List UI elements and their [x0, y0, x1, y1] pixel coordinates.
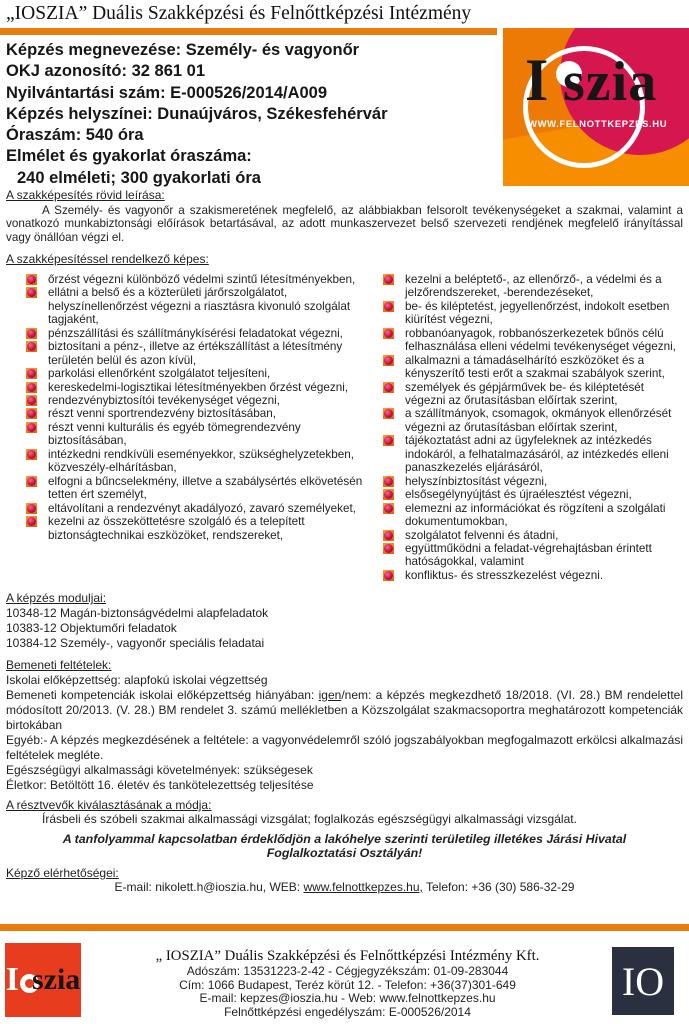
website-link[interactable]: www.felnottkepzes.hu, [303, 879, 423, 894]
contact-email-text: E-mail: nikolett.h@ioszia.hu, WEB: [114, 879, 304, 894]
bullet-icon [26, 274, 37, 285]
capability-text: személyek és gépjárművek be- és kiléptetését végezni az őrutasításban előírtak szerint, [405, 380, 645, 407]
capability-item [383, 542, 683, 569]
capability-item [383, 569, 683, 582]
capability-item [26, 448, 380, 475]
bullet-icon [26, 328, 37, 339]
bullet-icon [383, 489, 394, 500]
capability-text: elfogni a bűncselekmény, illetve a szabálysértés elkövetésén tetten ért személyt, [48, 474, 363, 502]
logo-website-text: WWW.FELNOTTKEPZES.HU [528, 119, 668, 130]
capability-text: kezelni a beléptető-, az ellenőrző-, a védelmi és a jelzőrendszereket, -berendezéseket, [405, 272, 662, 300]
capability-text: rendezvénybiztosítói tevékenységet végezni, [48, 393, 280, 407]
capability-item [383, 354, 683, 381]
capability-item [26, 407, 380, 420]
capability-text: elemezni az információkat és rögzíteni a szolgálati dokumentumokban, [405, 501, 666, 529]
capability-item [26, 327, 380, 340]
bullet-icon [383, 503, 394, 514]
capability-item [26, 421, 380, 448]
okj-id-line: OKJ azonosító: 32 861 01 [6, 62, 205, 81]
capability-item [26, 394, 380, 407]
module-item: 10383-12 Objektumőri feladatok [6, 620, 177, 635]
bullet-icon [383, 530, 394, 541]
capability-text: helyszínbiztosítást végezni, [405, 474, 548, 488]
logo-letters-szia: szia [563, 51, 658, 113]
capability-item [26, 502, 380, 515]
capability-text: elsősegélynyújtást és újraélesztést végezni, [405, 488, 632, 502]
health-requirements-line: Egészségügyi alkalmassági követelmények: szükségesek [6, 763, 313, 778]
capability-text: be- és kiléptetést, jegyellenőrzést, indokolt esetben kiürítést végezni, [405, 299, 670, 327]
competencies-rest: /nem: a képzés megkezdhető 18/2018. (VI. 28.) BM rendelettel módosított 20/2013. (V. 28.) BM rendelet 3. számú mellékletben a Közszolgálat szakmacsoportra meghatározott kompetenciák birtokában [6, 688, 683, 733]
bullet-icon [383, 408, 394, 419]
capability-item [26, 340, 380, 367]
capability-text: pénzszállítási és szállítmánykísérési feladatokat végezni, [48, 326, 343, 340]
entry-requirements-heading: Bemeneti feltételek: [6, 658, 112, 673]
selection-body: Írásbeli és szóbeli szakmai alkalmassági vizsgálat; foglalkozás egészségügyi alkalmassági vizsgálat. [42, 812, 577, 827]
module-item: 10384-12 Személy-, vagyonőr speciális feladatai [6, 635, 265, 650]
capability-text: eltávolítani a rendezvényt akadályozó, zavaró személyeket, [48, 501, 356, 515]
bullet-icon [383, 435, 394, 446]
bullet-icon [383, 476, 394, 487]
bullet-icon [26, 503, 37, 514]
contact-phone-text: Telefon: +36 (30) 586-32-29 [422, 879, 575, 894]
selection-section [6, 798, 683, 827]
footer-divider [0, 924, 689, 931]
capability-text: ellátni a belső és a közterületi járőrszolgálatot, helyszínellenőrzést végezni a riasztásra kivonuló szolgálat tagjaként, [48, 286, 351, 327]
capability-text: alkalmazni a támadáselhárító eszközöket és a kényszerítő testi erőt a szakmai szabályok szerint, [405, 353, 665, 381]
capability-item [26, 475, 380, 502]
bullet-icon [26, 341, 37, 352]
contact-section [6, 866, 683, 895]
capability-text: tájékoztatást adni az ügyfeleknek az intézkedés indokáról, a felhatalmazásáról, az intézkedés elleni panaszkezelés eljárásáról, [405, 434, 669, 475]
capability-item [26, 273, 380, 286]
page-title: „IOSZIA” Duális Szakképzési és Felnőttképzési Intézmény [6, 3, 472, 24]
contact-heading: Képző elérhetőségei: [6, 865, 119, 880]
footer-ioszia-logo [5, 943, 81, 1017]
module-item: 10348-12 Magán-biztonságvédelmi alapfeladatok [6, 606, 269, 621]
entry-requirements-section [6, 658, 683, 793]
capability-item [383, 381, 683, 408]
footer-license-line: Felnőttképzési engedélyszám: E-000526/2014 [224, 1004, 471, 1019]
footer-address-line: Cím: 1066 Budapest, Teréz körút 12. - Telefon: +36(37)301-649 [179, 977, 516, 992]
main-content [6, 188, 683, 895]
modules-heading: A képzés moduljai: [6, 591, 107, 606]
locations-line: Képzés helyszínei: Dunaújváros, Székesfehérvár [6, 104, 388, 123]
bullet-icon [383, 543, 394, 554]
course-name-line: Képzés megnevezése: Személy- és vagyonőr [6, 41, 360, 59]
bullet-icon [26, 516, 37, 527]
footer-text-block [100, 948, 595, 1019]
logo-letter-i: I [525, 47, 549, 113]
bullet-icon [26, 408, 37, 419]
capability-item [26, 515, 380, 542]
bullet-icon [383, 274, 394, 285]
inquiry-notice: A tanfolyammal kapcsolatban érdeklődjön a lakóhelye szerinti területileg illetékes Járási Hivatal Foglalkoztatási Osztályán! [62, 832, 627, 860]
capability-text: részt venni kulturális és egyéb tömegrendezvény biztosításában, [48, 420, 301, 448]
capability-text: őrzést végezni különböző védelmi szintű létesítményekben, [48, 272, 356, 286]
header-divider [0, 28, 497, 35]
capability-text: biztosítani a pénz-, illetve az értékszállítást a létesítmény területén belül és azon kívül, [48, 340, 343, 367]
competencies-yes: igen [318, 688, 342, 703]
selection-heading: A résztvevők kiválasztásának a módja: [6, 798, 212, 813]
bullet-icon [383, 355, 394, 366]
capability-item [383, 434, 683, 474]
other-conditions-line: Egyéb:- A képzés megkezdésének a feltétele: a vagyonvédelemről szóló jogszabályokban megfogalmazott erkölcsi alkalmazási feltételek megléte. [6, 733, 683, 763]
ioszia-logo [503, 28, 689, 186]
capability-item [26, 367, 380, 380]
short-description-paragraph: A Személy- és vagyonőr a szakismeretének megfelelő, az alábbiakban felsorolt tevékenységeket a szakmai, valamint a vonatkozó munkabiztonsági előírások betartásával, az adott munkaszervezet belső szervezeti rendjének megfelelő irányítással vagy önállóan végzi el. [6, 204, 683, 244]
capability-text: kereskedelmi-logisztikai létesítményekben őrzést végezni, [48, 380, 349, 394]
hours-line: Óraszám: 540 óra [6, 126, 144, 145]
bullet-icon [383, 301, 394, 312]
capability-item [383, 327, 683, 354]
footer-email-web-line: E-mail: kepzes@ioszia.hu - Web: www.felnottkepzes.hu [199, 991, 496, 1006]
capability-text: robbanóanyagok, robbanószerkezetek bűnös célú felhasználása elleni védelmi tevékenységet végezni, [405, 326, 676, 354]
bullet-icon [26, 395, 37, 406]
bullet-icon [26, 476, 37, 487]
bullet-icon [26, 382, 37, 393]
registration-number-line: Nyilvántartási szám: E-000526/2014/A009 [6, 83, 328, 102]
capability-item [383, 529, 683, 542]
capability-text: részt venni sportrendezvény biztosításában, [48, 407, 277, 421]
capability-text: intézkedni rendkívüli eseményekkor, szükséghelyzetekben, közveszély-elhárításban, [48, 447, 354, 475]
capability-text: parkolási ellenőrként szolgálatot teljesíteni, [48, 367, 271, 381]
capability-item [383, 502, 683, 529]
capability-item [383, 407, 683, 434]
bullet-icon [26, 422, 37, 433]
footer-io-logo: IO [612, 947, 674, 1015]
theory-practice-hours-line: 240 elméleti; 300 gyakorlati óra [17, 168, 261, 187]
theory-practice-label-line: Elmélet és gyakorlat óraszáma: [6, 147, 252, 166]
capabilities-columns [6, 273, 683, 582]
competencies-line [6, 688, 683, 733]
bullet-icon [26, 368, 37, 379]
capability-text: konfliktus- és stresszkezelést végezni. [405, 568, 604, 582]
capability-text: kezelni az összeköttetésre szolgáló és a telepített biztonságtechnikai eszközöket, rendszereket, [48, 515, 305, 542]
capability-text: szolgálatot felvenni és átadni, [405, 528, 559, 542]
capabilities-left-column [26, 273, 380, 582]
footer-company-name: „ IOSZIA” Duális Szakképzési és Felnőttképzési Intézmény Kft. [155, 948, 540, 964]
capability-item [26, 381, 380, 394]
bullet-icon [26, 287, 37, 298]
capability-item [383, 300, 683, 327]
contact-line [6, 880, 683, 895]
capability-text: együttműködni a feladat-végrehajtásban érintett hatóságokkal, valamint [405, 541, 652, 569]
capabilities-right-column [383, 273, 683, 582]
capability-item [383, 475, 683, 488]
bullet-icon [383, 382, 394, 393]
capability-text: a szállítmányok, csomagok, okmányok ellenőrzését végezni az őrutasításban előírtak szerint, [405, 407, 672, 434]
capability-item [383, 273, 683, 300]
schooling-line: Iskolai előképzettség: alapfokú iskolai végzettség [6, 673, 268, 688]
age-requirement-line: Életkor: Betöltött 16. életév és tankötelezettség teljesítése [6, 778, 314, 793]
capabilities-heading: A szakképesítéssel rendelkező képes: [6, 251, 209, 266]
bullet-icon [383, 328, 394, 339]
modules-section [6, 591, 683, 650]
competencies-prefix: Bemeneti kompetenciák iskolai előképzettség hiányában: [6, 688, 319, 703]
capability-item [26, 286, 380, 326]
course-info-block [6, 40, 496, 189]
footer-tax-line: Adószám: 13531223-2-42 - Cégjegyzékszám: 01-09-283044 [186, 964, 509, 978]
bullet-icon [26, 449, 37, 460]
footer-logo-letters-szia: szia [31, 963, 81, 996]
capability-item [383, 488, 683, 501]
footer-logo-letter-i: I [5, 961, 19, 998]
bullet-icon [383, 570, 394, 581]
short-description-heading: A szakképesítés rövid leírása: [6, 188, 165, 202]
